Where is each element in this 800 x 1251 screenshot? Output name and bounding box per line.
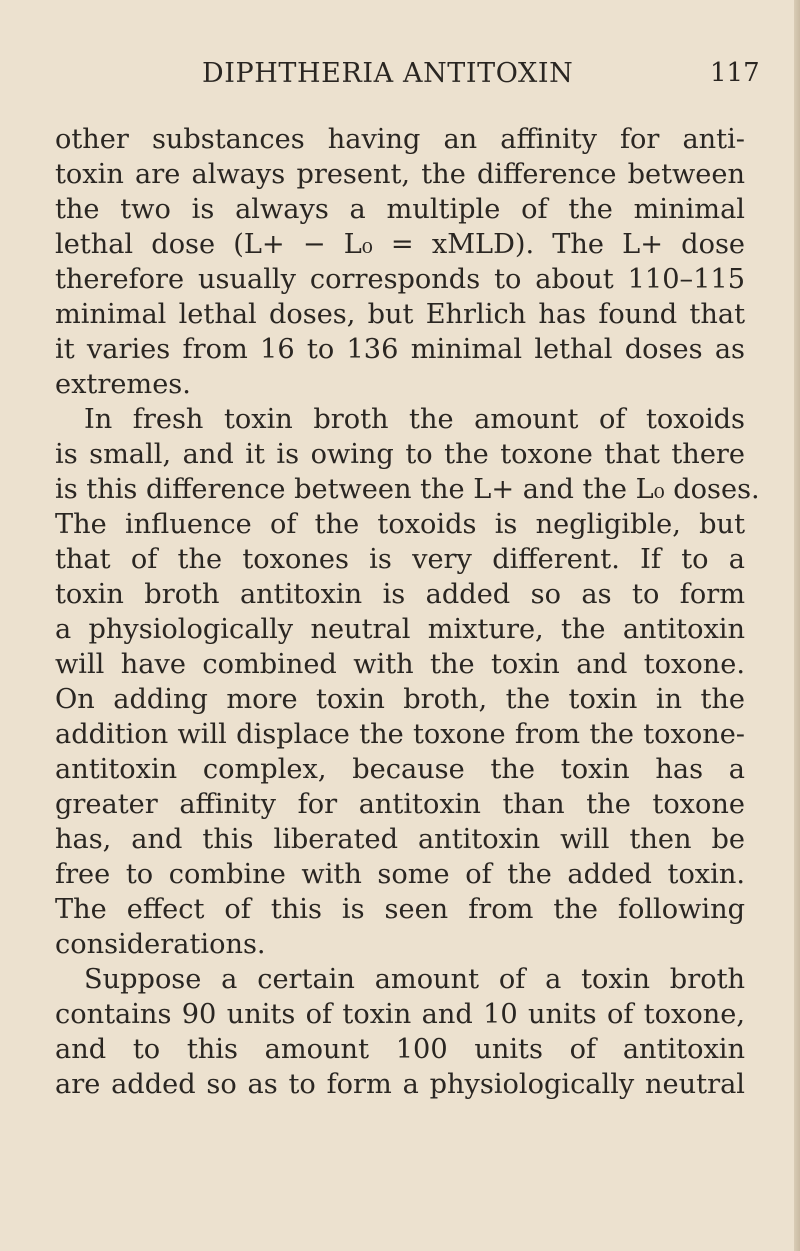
text-line: that of the toxones is very different. If to a bbox=[55, 544, 745, 575]
text-line: the two is always a multiple of the minimal bbox=[55, 194, 745, 225]
text-line: Suppose a certain amount of a toxin broth bbox=[84, 964, 745, 995]
text-line: will have combined with the toxin and toxone. bbox=[55, 649, 745, 680]
text-line: The influence of the toxoids is negligible, but bbox=[55, 509, 745, 540]
text-line: contains 90 units of toxin and 10 units of toxone, bbox=[55, 999, 745, 1030]
running-head-title: DIPHTHERIA ANTITOXIN bbox=[202, 58, 574, 89]
text-line: a physiologically neutral mixture, the antitoxin bbox=[55, 614, 745, 645]
text-line: The effect of this is seen from the following bbox=[55, 894, 745, 925]
text-line: greater affinity for antitoxin than the toxone bbox=[55, 789, 745, 820]
text-line: therefore usually corresponds to about 110–115 bbox=[55, 264, 745, 295]
text-line: other substances having an affinity for anti- bbox=[55, 124, 745, 155]
text-line: lethal dose (L+ − L₀ = xMLD). The L+ dose bbox=[55, 229, 745, 260]
text-line: toxin are always present, the difference between bbox=[55, 159, 745, 190]
page-edge bbox=[794, 0, 800, 1251]
text-line: considerations. bbox=[55, 929, 266, 960]
text-line: is this difference between the L+ and the L₀ doses. bbox=[55, 474, 760, 505]
running-head bbox=[0, 58, 800, 98]
text-line: it varies from 16 to 136 minimal lethal doses as bbox=[55, 334, 745, 365]
text-line: has, and this liberated antitoxin will then be bbox=[55, 824, 745, 855]
text-line: In fresh toxin broth the amount of toxoids bbox=[84, 404, 745, 435]
text-line: and to this amount 100 units of antitoxin bbox=[55, 1034, 745, 1065]
text-line: toxin broth antitoxin is added so as to form bbox=[55, 579, 745, 610]
page-number: 117 bbox=[710, 58, 760, 88]
text-line: addition will displace the toxone from the toxone- bbox=[55, 719, 745, 750]
text-line: minimal lethal doses, but Ehrlich has found that bbox=[55, 299, 745, 330]
text-line: free to combine with some of the added toxin. bbox=[55, 859, 745, 890]
text-line: extremes. bbox=[55, 369, 191, 400]
text-line: is small, and it is owing to the toxone that there bbox=[55, 439, 745, 470]
text-line: antitoxin complex, because the toxin has a bbox=[55, 754, 745, 785]
text-line: On adding more toxin broth, the toxin in the bbox=[55, 684, 745, 715]
text-line: are added so as to form a physiologically neutral bbox=[55, 1069, 745, 1100]
